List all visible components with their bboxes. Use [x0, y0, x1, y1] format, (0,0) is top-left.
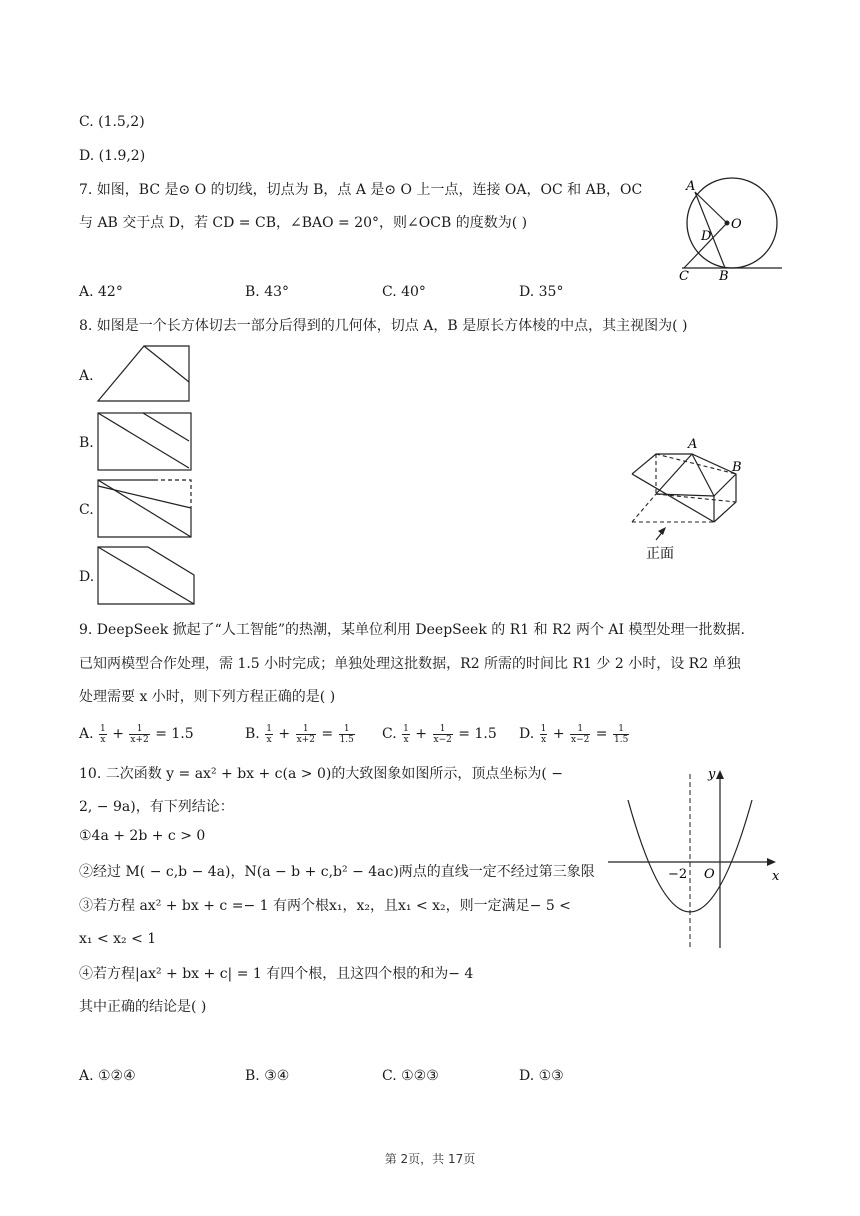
page-footer: 第 2页，共 17页 — [384, 1152, 476, 1166]
q7-circle-figure — [670, 176, 790, 284]
q7-label-d: D — [701, 229, 712, 244]
q7-label-c: C — [679, 269, 689, 284]
q9-stem-line1: 9. DeepSeek 掀起了“人工智能”的热潮，某单位利用 DeepSeek 的 R1 和 R2 两个 AI 模型处理一批数据. — [79, 622, 745, 638]
q8-solid-figure — [626, 434, 756, 564]
q10-option-a: A. ①②④ — [79, 1068, 136, 1084]
q7-label-a: A — [686, 179, 696, 194]
q10-label-x: x — [772, 869, 780, 884]
q8-option-d-label: D. — [79, 569, 95, 585]
q10-label-y: y — [708, 767, 716, 782]
q10-statement-2: ②经过 M( − c,b − 4a)，N(a − b + c,b² − 4ac)两点的直线一定不经过第三象限 — [79, 864, 595, 880]
q10-statement-3b: x₁ < x₂ < 1 — [79, 931, 157, 947]
q8-label-b: B — [732, 460, 742, 475]
q7-option-a: A. 42° — [79, 284, 123, 300]
q8-option-c-label: C. — [79, 502, 94, 518]
q8-stem: 8. 如图是一个长方体切去一部分后得到的几何体，切点 A，B 是原长方体棱的中点，其主视图为( ) — [79, 318, 688, 334]
q9-stem-line3: 处理需要 x 小时，则下列方程正确的是( ) — [79, 689, 336, 705]
q7-label-o: O — [731, 217, 742, 232]
q6-option-c: C. (1.5,2) — [79, 114, 145, 130]
q10-label-neg2: −2 — [668, 867, 688, 882]
q7-option-b: B. 43° — [245, 284, 290, 300]
q7-label-b: B — [719, 269, 729, 284]
q10-statement-3a: ③若方程 ax² + bx + c =− 1 有两个根x₁，x₂，且x₁ < x₂，则一定满足− 5 < — [79, 898, 571, 914]
q10-label-o: O — [704, 867, 715, 882]
q8-label-a: A — [688, 437, 698, 452]
q9-option-a: A. $\frac{1}{x}$ + $\frac{1}{x+2}$ = 1.5 — [79, 723, 194, 745]
q6-option-d: D. (1.9,2) — [79, 148, 146, 164]
q8-option-b-label: B. — [79, 435, 94, 451]
q7-option-c: C. 40° — [382, 284, 426, 300]
q10-parabola-figure — [604, 762, 790, 952]
q8-option-d-figure — [96, 545, 202, 607]
q7-stem-line2: 与 AB 交于点 D，若 CD = CB，∠BAO = 20°，则∠OCB 的度数为( ) — [79, 215, 528, 231]
q10-statement-4: ④若方程|ax² + bx + c| = 1 有四个根，且这四个根的和为− 4 — [79, 966, 474, 982]
q8-label-front: 正面 — [646, 546, 674, 562]
q9-stem-line2: 已知两模型合作处理，需 1.5 小时完成；单独处理这批数据，R2 所需的时间比 R1 少 2 小时，设 R2 单独 — [79, 656, 741, 672]
q8-option-a-label: A. — [79, 368, 94, 384]
q10-option-c: C. ①②③ — [382, 1068, 439, 1084]
q10-stem-line1: 10. 二次函数 y = ax² + bx + c(a > 0)的大致图象如图所示，顶点坐标为( − — [79, 766, 563, 782]
q10-statement-1: ①4a + 2b + c > 0 — [79, 828, 206, 844]
q10-option-d: D. ①③ — [519, 1068, 564, 1084]
q7-option-d: D. 35° — [519, 284, 564, 300]
q10-ask: 其中正确的结论是( ) — [79, 999, 207, 1015]
q9-option-d: D. $\frac{1}{x}$ + $\frac{1}{x-2}$ = $\frac{1}{1.5}$ — [519, 723, 629, 745]
q10-stem-line2: 2, − 9a)，有下列结论： — [79, 799, 234, 815]
q8-option-c-figure — [96, 478, 200, 540]
q8-option-b-figure — [96, 411, 194, 473]
q8-option-a-figure — [96, 344, 192, 404]
q7-stem-line1: 7. 如图，BC 是⊙ O 的切线，切点为 B，点 A 是⊙ O 上一点，连接 OA，OC 和 AB，OC — [79, 182, 643, 198]
q10-option-b: B. ③④ — [245, 1068, 290, 1084]
q9-option-c: C. $\frac{1}{x}$ + $\frac{1}{x-2}$ = 1.5 — [382, 723, 497, 745]
q9-option-b: B. $\frac{1}{x}$ + $\frac{1}{x+2}$ = $\frac{1}{1.5}$ — [245, 723, 354, 745]
